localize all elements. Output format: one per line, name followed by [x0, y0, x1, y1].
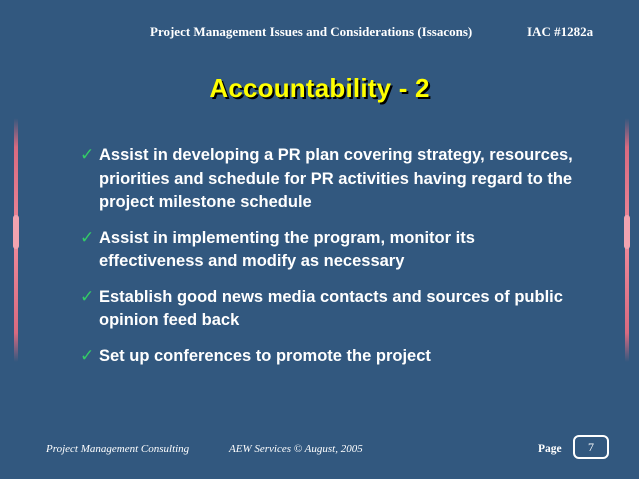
checkmark-icon: ✓: [80, 345, 95, 366]
header-title: Project Management Issues and Considerations (Issacons): [150, 24, 473, 39]
left-decorative-knob: [13, 215, 19, 249]
checkmark-icon: ✓: [80, 227, 95, 248]
footer-page-label: Page: [538, 443, 562, 455]
bullet-text: Establish good news media contacts and sources of public opinion feed back: [99, 287, 563, 329]
checkmark-icon: ✓: [80, 145, 95, 165]
footer-company: Project Management Consulting: [46, 443, 190, 455]
footer-copyright: AEW Services © August, 2005: [229, 443, 363, 455]
bullet-list: [80, 144, 580, 380]
header-code: IAC #1282a: [527, 24, 594, 39]
bullet-item: [80, 345, 580, 369]
right-decorative-knob: [624, 215, 630, 249]
bullet-text: Set up conferences to promote the project: [99, 346, 431, 365]
slide-title: Accountability - 2: [209, 73, 430, 103]
slide-header: [0, 24, 639, 42]
bullet-text: Assist in developing a PR plan covering strategy, resources, priorities and schedule for PR activities having regard to the project milestone schedule: [99, 146, 573, 211]
bullet-text: Assist in implementing the program, monitor its effectiveness and modify as necessary: [99, 228, 475, 270]
bullet-item: [80, 144, 580, 215]
checkmark-icon: ✓: [80, 286, 95, 307]
bullet-item: [80, 227, 580, 274]
page-number: 7: [588, 439, 594, 454]
page-number-box: [573, 435, 609, 459]
bullet-item: [80, 286, 580, 333]
